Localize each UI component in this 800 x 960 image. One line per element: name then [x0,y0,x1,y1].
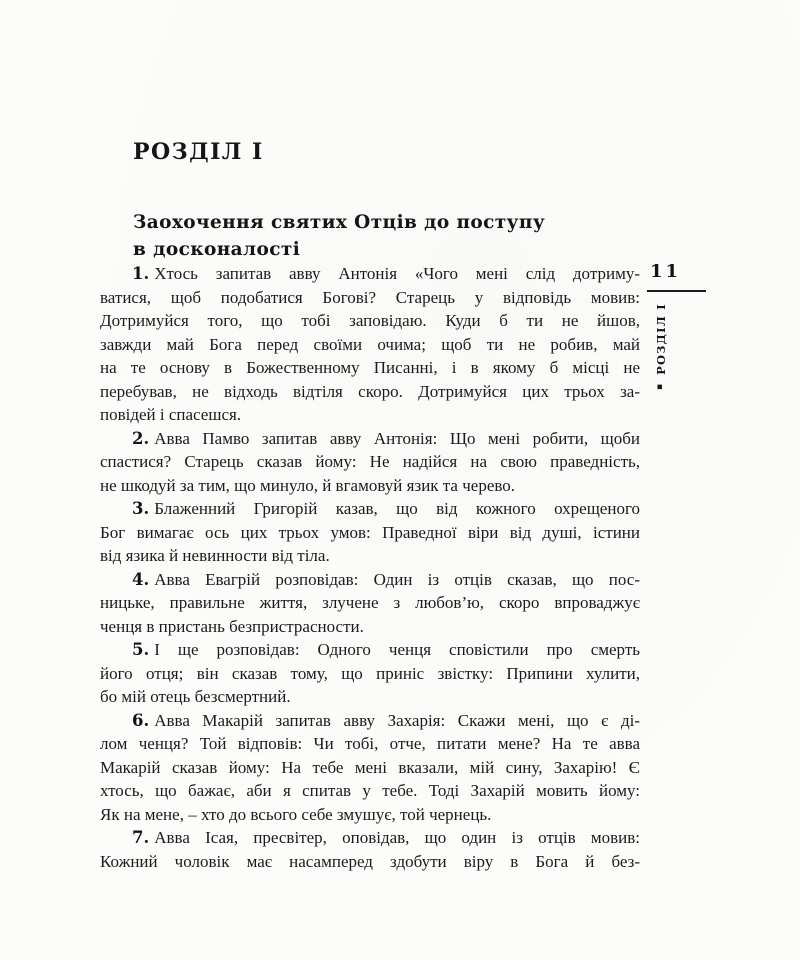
section-title-line: в досконалості [133,239,301,260]
text-line: спастися? Старець сказав йому: Не надійся на свою праведність, [100,452,640,471]
text-line: бо мій отець безсмертний. [100,687,291,706]
margin-chapter-tab [653,302,668,390]
margin-chapter-tab-label: РОЗДІЛ I [653,303,668,375]
page-number: 11 [650,261,682,282]
paragraph [100,638,640,709]
paragraph [100,427,640,498]
text-line: Бог вимагає ось цих трьох умов: Праведної віри від душі, істини [100,522,640,542]
paragraph [100,568,640,639]
text-line: 3. Блаженний Григорій казав, що від кожного охрещеного [132,499,640,518]
text-line: від язика й невинности від тіла. [100,546,330,565]
text-line: ченця в пристань безпристрасности. [100,616,364,636]
paragraph-number: 3. [132,499,150,518]
text-line: повідей і спасешся. [100,405,242,424]
square-bullet-icon: ▪ [655,383,665,390]
text-line: 7. Авва Ісая, пресвітер, оповідав, що один із отців мовив: [132,828,640,847]
page-number-rule [647,290,706,292]
paragraph-number: 2. [132,428,150,448]
paragraph [100,709,640,827]
paragraph [100,497,640,568]
section-title [133,209,545,263]
section-title-line: Заохочення святих Отців до поступу [133,212,546,233]
text-line: лом ченця? Той відповів: Чи тобі, отче, питати мене? На те авва [100,734,640,753]
text-column [100,262,640,873]
text-line: Кожний чоловік має насамперед здобути віру в Бога й без- [100,851,640,871]
text-line: завжди май Бога перед своїми очима; щоб ти не робив, май [100,334,640,354]
text-line: 5. І ще розповідав: Одного ченця сповістили про смерть [132,640,640,659]
paragraph-number: 6. [132,710,150,730]
text-line: Як на мене, – хто до всього себе змушує, той чернець. [100,804,492,824]
text-line: 4. Авва Евагрій розповідав: Один із отців сказав, що пос- [132,569,640,589]
text-line: Макарій сказав йому: На тебе мені вказали, мій сину, Захарію! Є [100,757,640,777]
text-line: перебував, не відходь відтіля скоро. Дотримуйся цих трьох за- [100,381,640,401]
text-line: його отця; він сказав тому, що приніс звістку: Припини хулити, [100,663,640,683]
text-line: 1. Хтось запитав авву Антонія «Чого мені слід дотриму- [132,264,640,283]
paragraph-number: 7. [132,828,150,847]
paragraph [100,262,640,427]
text-line: не шкодуй за тим, що минуло, й вгамовуй язик та черево. [100,475,516,495]
text-line: ницьке, правильне життя, злучене з любов’ю, скоро впроваджує [100,593,640,612]
paragraph [100,826,640,873]
text-line: на те основу в Божественному Писанні, і в якому б місці не [100,358,640,377]
paragraph-number: 5. [132,640,150,659]
text-line: 2. Авва Памво запитав авву Антонія: Що мені робити, щоби [132,428,640,448]
chapter-heading: РОЗДІЛ I [133,139,264,165]
paragraph-number: 1. [132,264,150,283]
text-line: ватися, щоб подобатися Богові? Старець у відповідь мовив: [100,287,640,307]
text-line: 6. Авва Макарій запитав авву Захарія: Скажи мені, що є ді- [132,710,640,730]
text-line: хтось, що бажає, аби я спитав у тебе. Тоді Захарій мовить йому: [100,781,640,800]
paragraph-number: 4. [132,569,150,589]
text-line: Дотримуйся того, що тобі заповідаю. Куди б ти не йшов, [100,311,640,330]
